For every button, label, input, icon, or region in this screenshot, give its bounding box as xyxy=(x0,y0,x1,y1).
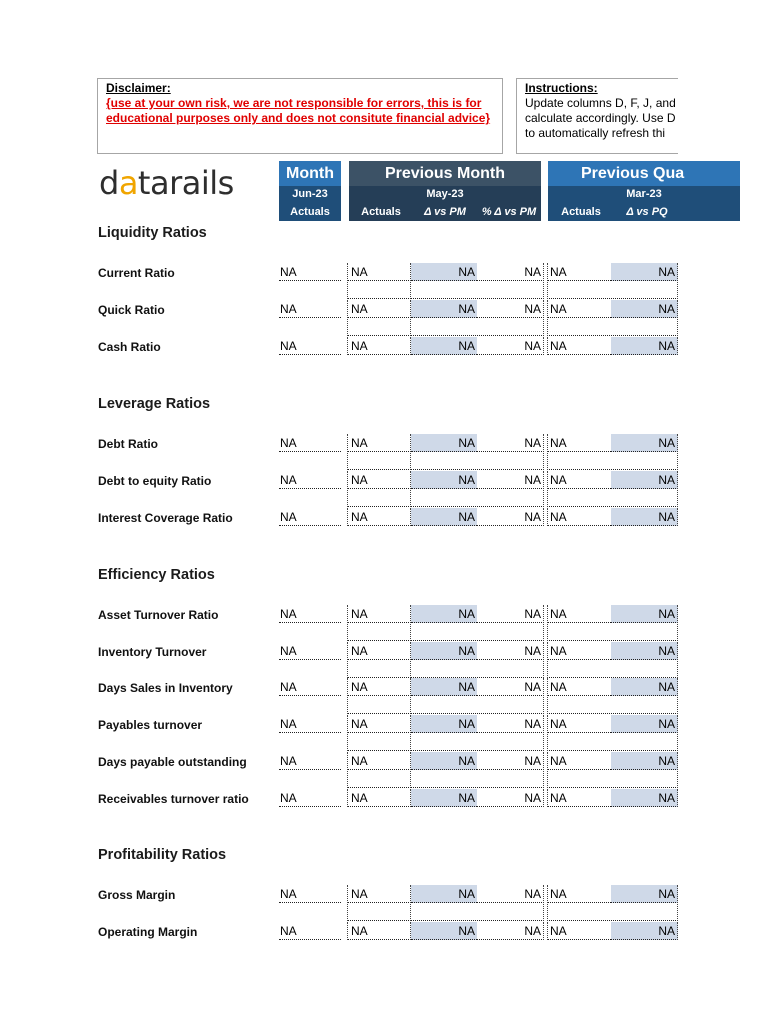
header-previous-month xyxy=(349,161,541,221)
row-gap xyxy=(347,319,411,336)
row-gap xyxy=(347,624,411,641)
table-row xyxy=(0,752,768,772)
table-row xyxy=(0,605,768,625)
cell-month-actuals[interactable]: NA xyxy=(279,752,341,770)
row-label: Interest Coverage Ratio xyxy=(98,511,233,525)
table-row xyxy=(0,885,768,905)
row-gap xyxy=(347,697,411,714)
header-sub: % Δ vs PM xyxy=(481,206,537,218)
row-label: Quick Ratio xyxy=(98,303,165,317)
row-label: Debt Ratio xyxy=(98,437,158,451)
cell-pm-actuals[interactable]: NA xyxy=(347,605,411,623)
cell-pq-actuals[interactable]: NA xyxy=(547,715,611,733)
cell-month-actuals[interactable]: NA xyxy=(279,471,341,489)
cell-pct-delta-pm: NA xyxy=(477,642,544,660)
row-label: Days payable outstanding xyxy=(98,755,247,769)
cell-delta-pm: NA xyxy=(411,789,477,807)
header-title: Previous Qua xyxy=(548,161,740,186)
cell-month-actuals[interactable]: NA xyxy=(279,300,341,318)
row-gap xyxy=(547,490,678,507)
cell-pm-actuals[interactable]: NA xyxy=(347,922,411,940)
section-title: Liquidity Ratios xyxy=(98,225,207,241)
cell-month-actuals[interactable]: NA xyxy=(279,508,341,526)
table-row xyxy=(0,642,768,662)
row-gap xyxy=(547,282,678,299)
row-gap xyxy=(411,282,544,299)
header-month xyxy=(279,161,341,221)
cell-month-actuals[interactable]: NA xyxy=(279,434,341,452)
cell-delta-pq: NA xyxy=(611,508,678,526)
logo-text: d xyxy=(99,164,119,202)
header-date: May-23 xyxy=(426,188,464,200)
cell-delta-pm: NA xyxy=(411,885,477,903)
cell-pq-actuals[interactable]: NA xyxy=(547,434,611,452)
table-row xyxy=(0,922,768,942)
instructions-line: Update columns D, F, J, and xyxy=(525,96,676,110)
cell-pq-actuals[interactable]: NA xyxy=(547,508,611,526)
cell-pq-actuals[interactable]: NA xyxy=(547,337,611,355)
header-sub: Actuals xyxy=(290,206,330,218)
cell-delta-pq: NA xyxy=(611,263,678,281)
row-gap xyxy=(411,490,544,507)
header-date: Mar-23 xyxy=(626,188,662,200)
row-gap xyxy=(411,771,544,788)
cell-month-actuals[interactable]: NA xyxy=(279,642,341,660)
cell-pq-actuals[interactable]: NA xyxy=(547,642,611,660)
cell-pm-actuals[interactable]: NA xyxy=(347,337,411,355)
cell-pct-delta-pm: NA xyxy=(477,605,544,623)
cell-pct-delta-pm: NA xyxy=(477,337,544,355)
header-sub: Actuals xyxy=(561,206,601,218)
cell-delta-pq: NA xyxy=(611,885,678,903)
row-gap xyxy=(411,904,544,921)
cell-delta-pq: NA xyxy=(611,300,678,318)
cell-pm-actuals[interactable]: NA xyxy=(347,642,411,660)
instructions-box xyxy=(516,78,678,154)
row-label: Receivables turnover ratio xyxy=(98,792,249,806)
row-gap xyxy=(547,697,678,714)
cell-delta-pm: NA xyxy=(411,678,477,696)
disclaimer-text: {use at your own risk, we are not responsible for errors, this is for educational purposes only and does not consitute financial advice} xyxy=(106,96,491,125)
header-previous-quarter xyxy=(548,161,740,221)
row-gap xyxy=(411,661,544,678)
header-title: Previous Month xyxy=(349,161,541,186)
cell-pq-actuals[interactable]: NA xyxy=(547,678,611,696)
cell-pct-delta-pm: NA xyxy=(477,508,544,526)
logo-accent: a xyxy=(118,164,138,202)
instructions-line: calculate accordingly. Use D xyxy=(525,111,676,125)
row-gap xyxy=(547,771,678,788)
cell-pq-actuals[interactable]: NA xyxy=(547,605,611,623)
cell-pct-delta-pm: NA xyxy=(477,434,544,452)
cell-pct-delta-pm: NA xyxy=(477,471,544,489)
row-gap xyxy=(411,319,544,336)
cell-month-actuals[interactable]: NA xyxy=(279,715,341,733)
table-row xyxy=(0,337,768,357)
cell-delta-pq: NA xyxy=(611,434,678,452)
cell-delta-pm: NA xyxy=(411,508,477,526)
cell-month-actuals[interactable]: NA xyxy=(279,789,341,807)
row-label: Current Ratio xyxy=(98,266,175,280)
cell-pq-actuals[interactable]: NA xyxy=(547,300,611,318)
table-row xyxy=(0,434,768,454)
cell-pm-actuals[interactable]: NA xyxy=(347,752,411,770)
row-gap xyxy=(547,661,678,678)
section-title: Leverage Ratios xyxy=(98,396,211,412)
row-gap xyxy=(547,624,678,641)
row-gap xyxy=(347,453,411,470)
cell-month-actuals[interactable]: NA xyxy=(279,922,341,940)
cell-pct-delta-pm: NA xyxy=(477,885,544,903)
instructions-line: to automatically refresh thi xyxy=(525,126,666,140)
cell-delta-pq: NA xyxy=(611,789,678,807)
cell-pm-actuals[interactable]: NA xyxy=(347,434,411,452)
section-title: Efficiency Ratios xyxy=(98,567,215,583)
cell-pq-actuals[interactable]: NA xyxy=(547,922,611,940)
cell-delta-pm: NA xyxy=(411,605,477,623)
cell-pq-actuals[interactable]: NA xyxy=(547,263,611,281)
cell-month-actuals[interactable]: NA xyxy=(279,678,341,696)
row-gap xyxy=(547,904,678,921)
cell-pm-actuals[interactable]: NA xyxy=(347,300,411,318)
cell-pct-delta-pm: NA xyxy=(477,715,544,733)
row-gap xyxy=(347,904,411,921)
cell-month-actuals[interactable]: NA xyxy=(279,263,341,281)
cell-pm-actuals[interactable]: NA xyxy=(347,263,411,281)
row-gap xyxy=(347,282,411,299)
row-gap xyxy=(411,734,544,751)
section-title: Profitability Ratios xyxy=(98,847,227,863)
cell-delta-pm: NA xyxy=(411,300,477,318)
cell-month-actuals[interactable]: NA xyxy=(279,605,341,623)
row-gap xyxy=(411,453,544,470)
header-title: Month xyxy=(279,161,341,186)
cell-delta-pm: NA xyxy=(411,922,477,940)
row-gap xyxy=(547,453,678,470)
cell-pct-delta-pm: NA xyxy=(477,752,544,770)
cell-delta-pq: NA xyxy=(611,678,678,696)
logo-text: tarails xyxy=(137,164,234,202)
table-row xyxy=(0,300,768,320)
datarails-logo xyxy=(99,164,234,202)
header-date: Jun-23 xyxy=(292,188,328,200)
cell-pm-actuals[interactable]: NA xyxy=(347,789,411,807)
cell-month-actuals[interactable]: NA xyxy=(279,337,341,355)
cell-pq-actuals[interactable]: NA xyxy=(547,789,611,807)
cell-pct-delta-pm: NA xyxy=(477,300,544,318)
table-row xyxy=(0,508,768,528)
row-gap xyxy=(347,661,411,678)
row-gap xyxy=(411,624,544,641)
cell-delta-pm: NA xyxy=(411,642,477,660)
cell-delta-pq: NA xyxy=(611,337,678,355)
cell-delta-pm: NA xyxy=(411,263,477,281)
header-sub: Δ vs PQ xyxy=(626,206,668,218)
row-label: Debt to equity Ratio xyxy=(98,474,212,488)
row-label: Inventory Turnover xyxy=(98,645,207,659)
row-label: Asset Turnover Ratio xyxy=(98,608,219,622)
disclaimer-box xyxy=(97,78,503,154)
cell-pct-delta-pm: NA xyxy=(477,263,544,281)
row-gap xyxy=(347,771,411,788)
row-gap xyxy=(547,734,678,751)
cell-pq-actuals[interactable]: NA xyxy=(547,752,611,770)
table-row xyxy=(0,789,768,809)
table-row xyxy=(0,715,768,735)
cell-pm-actuals[interactable]: NA xyxy=(347,715,411,733)
table-row xyxy=(0,471,768,491)
cell-delta-pm: NA xyxy=(411,337,477,355)
cell-month-actuals[interactable]: NA xyxy=(279,885,341,903)
table-row xyxy=(0,263,768,283)
cell-delta-pq: NA xyxy=(611,642,678,660)
disclaimer-heading: Disclaimer: xyxy=(106,81,171,95)
row-gap xyxy=(547,319,678,336)
cell-delta-pm: NA xyxy=(411,715,477,733)
row-label: Cash Ratio xyxy=(98,340,161,354)
cell-pq-actuals[interactable]: NA xyxy=(547,471,611,489)
row-gap xyxy=(347,490,411,507)
cell-delta-pm: NA xyxy=(411,434,477,452)
cell-pct-delta-pm: NA xyxy=(477,922,544,940)
header-sub: Actuals xyxy=(361,206,401,218)
row-label: Days Sales in Inventory xyxy=(98,681,233,695)
header-sub: Δ vs PM xyxy=(424,206,466,218)
table-row xyxy=(0,678,768,698)
cell-pct-delta-pm: NA xyxy=(477,678,544,696)
cell-delta-pq: NA xyxy=(611,752,678,770)
row-label: Operating Margin xyxy=(98,925,198,939)
cell-delta-pm: NA xyxy=(411,471,477,489)
cell-delta-pq: NA xyxy=(611,715,678,733)
cell-pm-actuals[interactable]: NA xyxy=(347,508,411,526)
cell-pm-actuals[interactable]: NA xyxy=(347,471,411,489)
cell-pq-actuals[interactable]: NA xyxy=(547,885,611,903)
cell-pm-actuals[interactable]: NA xyxy=(347,678,411,696)
cell-pct-delta-pm: NA xyxy=(477,789,544,807)
row-gap xyxy=(347,734,411,751)
cell-delta-pq: NA xyxy=(611,471,678,489)
row-label: Gross Margin xyxy=(98,888,176,902)
row-label: Payables turnover xyxy=(98,718,203,732)
cell-delta-pq: NA xyxy=(611,605,678,623)
instructions-heading: Instructions: xyxy=(525,81,598,95)
cell-pm-actuals[interactable]: NA xyxy=(347,885,411,903)
cell-delta-pm: NA xyxy=(411,752,477,770)
cell-delta-pq: NA xyxy=(611,922,678,940)
row-gap xyxy=(411,697,544,714)
